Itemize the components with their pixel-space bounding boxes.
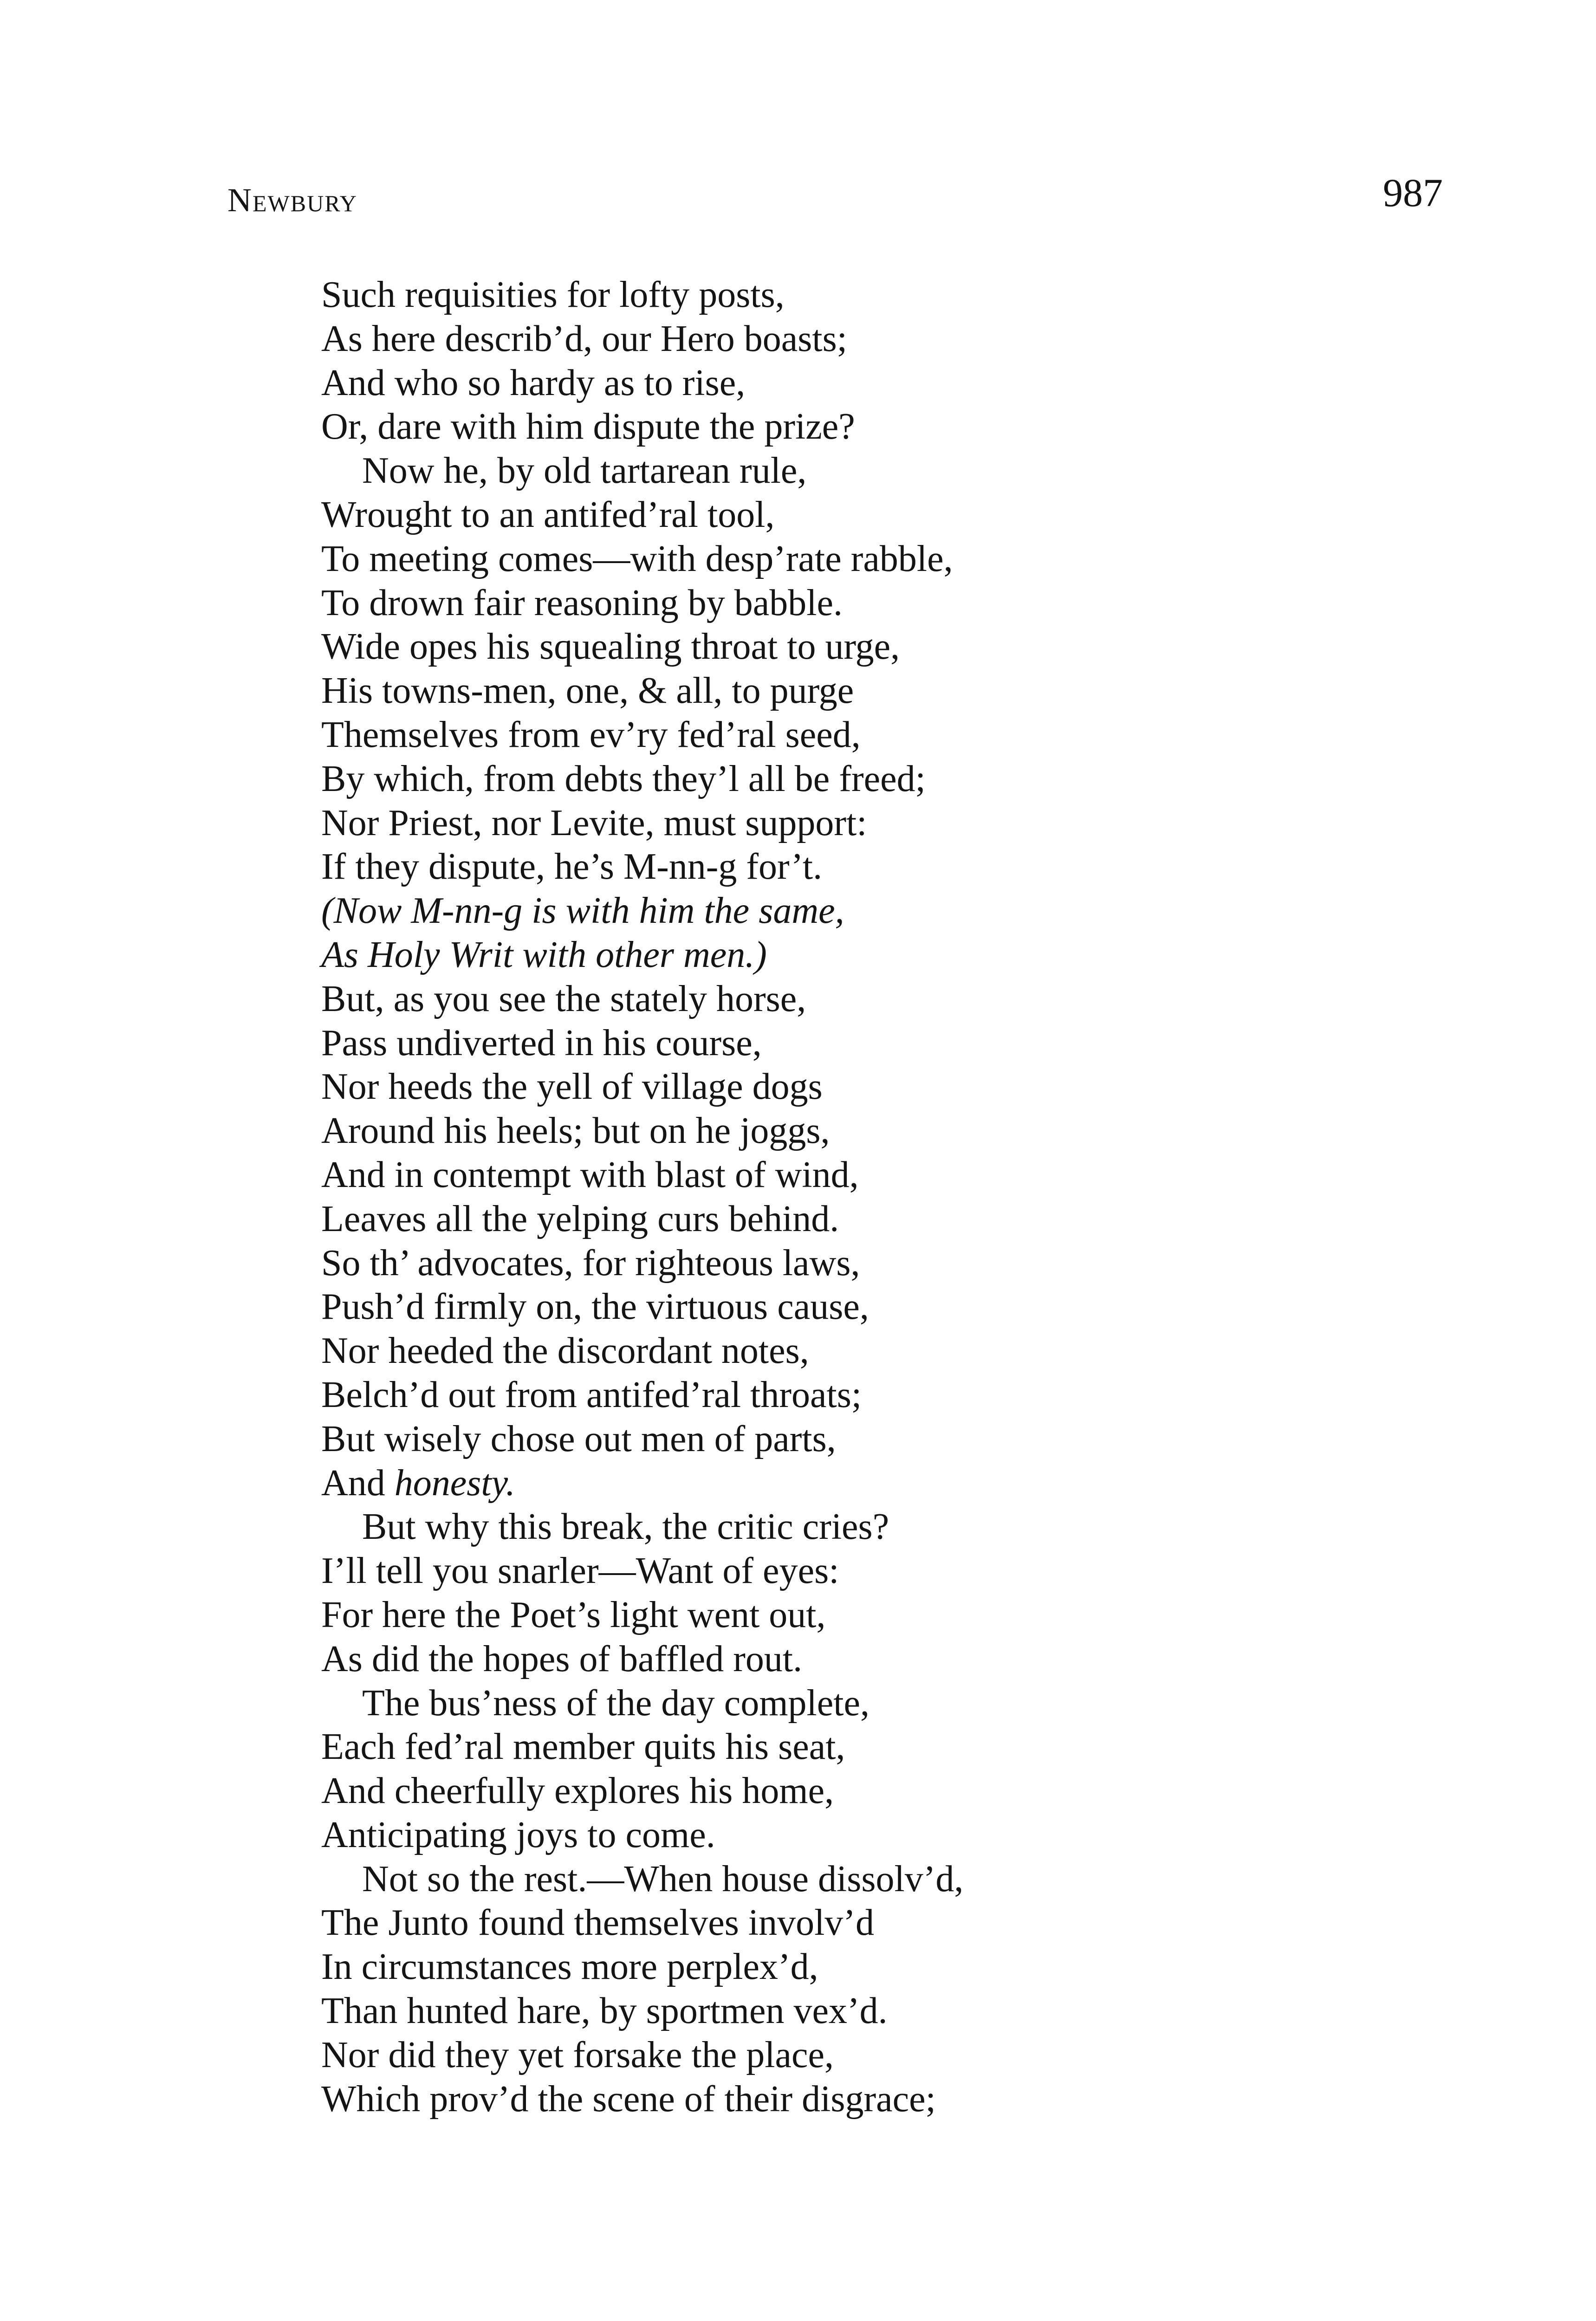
poem-line bbox=[321, 1549, 1482, 1593]
poem-line-text: Pass undiverted in his course, bbox=[321, 1022, 762, 1063]
poem-line bbox=[321, 1725, 1482, 1769]
poem-line-text: And bbox=[321, 1462, 395, 1504]
poem-line-text: (Now M-nn-g is with him the same, bbox=[321, 890, 844, 932]
poem-line-text: Or, dare with him dispute the prize? bbox=[321, 406, 855, 447]
poem-line bbox=[321, 449, 1482, 493]
poem-line-text: Anticipating joys to come. bbox=[321, 1814, 715, 1855]
poem-line-text: The Junto found themselves involv’d bbox=[321, 1902, 874, 1944]
poem-line bbox=[321, 1109, 1482, 1153]
poem-line-text: And cheerfully explores his home, bbox=[321, 1770, 834, 1812]
poem-line-text: As did the hopes of baffled rout. bbox=[321, 1638, 803, 1679]
poem-line bbox=[321, 1901, 1482, 1945]
poem-line bbox=[321, 493, 1482, 537]
poem-line bbox=[321, 1241, 1482, 1285]
poem-line-text: Push’d firmly on, the virtuous cause, bbox=[321, 1286, 869, 1328]
poem-line-text: Leaves all the yelping curs behind. bbox=[321, 1198, 839, 1239]
page-number: 987 bbox=[1383, 170, 1443, 215]
poem-line bbox=[321, 1153, 1482, 1197]
poem-line bbox=[321, 713, 1482, 757]
poem-line-text: But wisely chose out men of parts, bbox=[321, 1418, 836, 1459]
poem-line bbox=[321, 1945, 1482, 1989]
poem-line bbox=[321, 1989, 1482, 2033]
poem-line-text: As Holy Writ with other men.) bbox=[321, 934, 767, 975]
poem-line-text: For here the Poet’s light went out, bbox=[321, 1594, 826, 1635]
poem-line-text: Each fed’ral member quits his seat, bbox=[321, 1726, 845, 1768]
poem-line-text: Themselves from ev’ry fed’ral seed, bbox=[321, 714, 861, 755]
poem-line-text: By which, from debts they’l all be freed; bbox=[321, 758, 926, 799]
poem-line-text: Nor Priest, nor Levite, must support: bbox=[321, 802, 867, 843]
poem-line bbox=[321, 845, 1482, 889]
poem-body bbox=[321, 273, 1482, 2121]
poem-line bbox=[321, 317, 1482, 361]
poem-line bbox=[321, 1285, 1482, 1329]
poem-line-emphasis: honesty. bbox=[394, 1462, 515, 1504]
poem-line bbox=[321, 1857, 1482, 1901]
poem-line-text: Nor did they yet forsake the place, bbox=[321, 2034, 834, 2075]
poem-line bbox=[321, 757, 1482, 801]
poem-line-text: Wrought to an antifed’ral tool, bbox=[321, 494, 775, 535]
poem-line bbox=[321, 405, 1482, 449]
poem-line bbox=[321, 361, 1482, 405]
poem-line bbox=[321, 1813, 1482, 1857]
poem-line bbox=[321, 1373, 1482, 1417]
poem-line-text: Wide opes his squealing throat to urge, bbox=[321, 626, 900, 668]
poem-line-text: Around his heels; but on he joggs, bbox=[321, 1110, 830, 1152]
poem-line bbox=[321, 669, 1482, 713]
poem-line bbox=[321, 1197, 1482, 1241]
poem-line bbox=[321, 537, 1482, 581]
poem-line bbox=[321, 2033, 1482, 2077]
poem-line bbox=[321, 1505, 1482, 1549]
poem-line-text: And in contempt with blast of wind, bbox=[321, 1154, 859, 1195]
poem-line-text: Not so the rest.—When house dissolv’d, bbox=[362, 1858, 964, 1900]
poem-line-text: To meeting comes—with desp’rate rabble, bbox=[321, 538, 953, 579]
poem-line-text: Than hunted hare, by sportmen vex’d. bbox=[321, 1990, 888, 2032]
poem-line bbox=[321, 1461, 1482, 1505]
poem-line bbox=[321, 1681, 1482, 1725]
poem-line-text: Nor heeds the yell of village dogs bbox=[321, 1066, 823, 1108]
poem-line bbox=[321, 1021, 1482, 1065]
poem-line-text: The bus’ness of the day complete, bbox=[362, 1682, 870, 1724]
poem-line bbox=[321, 1065, 1482, 1109]
poem-line-text: So th’ advocates, for righteous laws, bbox=[321, 1242, 860, 1284]
poem-line-text: In circumstances more perplex’d, bbox=[321, 1946, 818, 1988]
poem-line-text: But why this break, the critic cries? bbox=[362, 1506, 889, 1548]
running-head: Newbury bbox=[227, 182, 357, 219]
poem-line bbox=[321, 1417, 1482, 1461]
poem-line-text: Now he, by old tartarean rule, bbox=[362, 450, 807, 492]
poem-line-text: Nor heeded the discordant notes, bbox=[321, 1330, 809, 1372]
poem-line bbox=[321, 1329, 1482, 1373]
poem-line-text: Such requisities for lofty posts, bbox=[321, 274, 785, 315]
poem-line-text: And who so hardy as to rise, bbox=[321, 362, 746, 403]
poem-line bbox=[321, 581, 1482, 625]
poem-line-text: I’ll tell you snarler—Want of eyes: bbox=[321, 1550, 839, 1592]
poem-line bbox=[321, 933, 1482, 977]
poem-line-text: As here describ’d, our Hero boasts; bbox=[321, 318, 848, 359]
poem-line bbox=[321, 1593, 1482, 1637]
poem-line bbox=[321, 977, 1482, 1021]
poem-line-text: If they dispute, he’s M-nn-g for’t. bbox=[321, 846, 823, 888]
poem-line-text: Which prov’d the scene of their disgrace; bbox=[321, 2078, 936, 2120]
poem-line-text: Belch’d out from antifed’ral throats; bbox=[321, 1374, 862, 1415]
poem-line bbox=[321, 801, 1482, 845]
poem-line-text: His towns-men, one, & all, to purge bbox=[321, 670, 854, 712]
poem-line bbox=[321, 2077, 1482, 2121]
poem-line bbox=[321, 1637, 1482, 1681]
poem-line bbox=[321, 273, 1482, 317]
poem-line bbox=[321, 889, 1482, 933]
poem-line bbox=[321, 1769, 1482, 1813]
poem-line bbox=[321, 625, 1482, 669]
poem-line-text: To drown fair reasoning by babble. bbox=[321, 582, 843, 623]
poem-line-text: But, as you see the stately horse, bbox=[321, 978, 806, 1019]
